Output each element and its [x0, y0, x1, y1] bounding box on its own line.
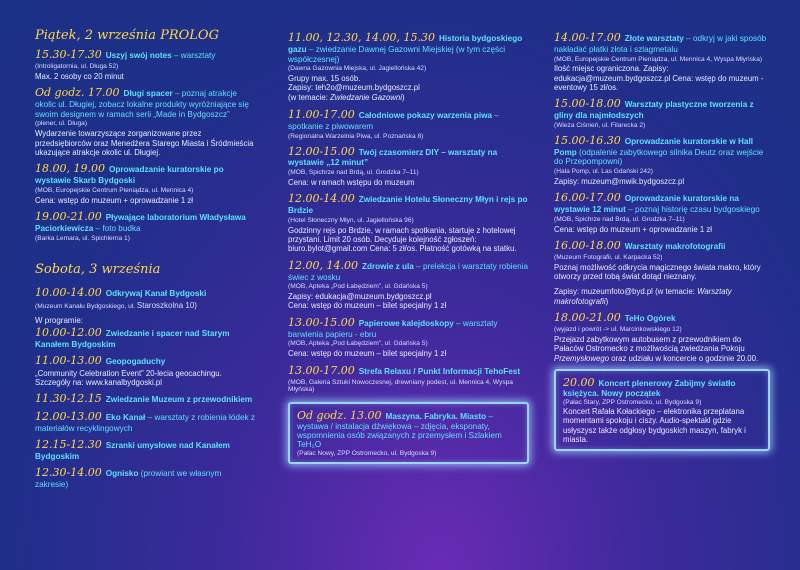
event: 13.00-17.00 Strefa Relaxu / Punkt Informacji TehoFest (MOB, Galeria Sztuki Nowoczesnej, drewniany podest, ul. Mennica 4, Wyspa Młyńska): [288, 363, 521, 394]
day-heading-friday: Piątek, 2 września PROLOG: [35, 28, 219, 43]
event: 12.00-13.00 Eko Kanał – warsztaty z robienia łódek z materiałów recyklingowych: [35, 410, 255, 434]
event: 16.00-18.00 Warsztaty makrofotografii (Muzeum Fotografii, ul. Karpacka 52) Poznaj możliwość odkrycia magicznego świata makro, który otworzy przed tobą świat dotąd nieznany. Zapisy: muzeumfoto@byd.pl (w temacie: Warsztaty makrofotografii): [554, 239, 761, 306]
event: 15.00-16.30 Oprowadzanie kuratorskie w Hall Pomp (odpalenie zabytkowego silnika Deutz oraz wejście do Przepompowni) (Hala Pomp, ul. Las Gdański 242) Zapisy: muzeum@mwik.bydgoszcz.pl: [554, 133, 764, 186]
highlight-box-concert: 20.00 Koncert plenerowy Zabijmy światło księżyca. Nowy początek (Pałac Stary, ZPP Ostromecko, ul. Bydgoska 9) Koncert Rafała Kołackiego – elektronika przeplatana momentami spokoju i ciszy. Audio-spektakl gdzie usłyszysz także odgłosy bydgoskich maszyn, fabryk i miasta.: [554, 369, 770, 451]
event: 11.30-12.15 Zwiedzanie Muzeum z przewodnikiem: [35, 392, 253, 406]
event: 15.00-18.00 Warsztaty plastyczne tworzenia z gliny dla najmłodszych (Wieża Ciśnień, ul. Filarecka 2): [554, 97, 754, 130]
column-3: [548, 0, 800, 570]
event: 11.00, 12.30, 14.00, 15.30 Historia bydgoskiego gazu – zwiedzanie Dawnej Gazowni Miejskiej (w tym części współczesnej) (Dawna Gazownia Miejska, ul. Jagiellońska 42) Grupy max. 15 osób. Zapisy: teh2o@muzeum.bydgoszcz.pl (w temacie: Zwiedzanie Gazowni): [288, 31, 523, 102]
event: 18.00-21.00 TeHo Ogórek (wyjazd i powrót -> ul. Marcinkowskiego 12) Przejazd zabytkowym autobusem z przewodnikiem do Pałaców Ostromecko z możliwością zwiedzania Pokoju Przemysłowego oraz udziału w koncercie o godzinie 20.00.: [554, 311, 759, 363]
event: 16.00-17.00 Oprowadzanie kuratorskie na wystawie 12 minut – poznaj historię czasu bydgoskiego (MOB, Spichrze nad Brdą, ul. Grodzka 7–11) Cena: wstęp do muzeum + oprowadzanie 1 zł: [554, 191, 760, 234]
event: 11.00-13.00 Geopogaduchy „Community Celebration Event” 20-lecia geocachingu. Szczegóły na: www.kanalbydgoski.pl: [35, 353, 222, 388]
event: 12.30-14.00 Ognisko (prowiant we własnym zakresie): [35, 465, 222, 489]
event: Od godz. 17.00 Długi spacer – poznaj atrakcje okolic ul. Długiej, zobacz lokalne produkty wyróżniające się swoim designem w ramach serii „Made in Bydgoszcz” (plener, ul. Długa) Wydarzenie towarzyszące zorganizowane przez przedsiębiorców oraz Menedżera Starego Miasta i Śródmieścia ukazujące atrakcje okolic ul. Długiej.: [35, 86, 254, 157]
column-2: [282, 0, 537, 570]
highlight-box-exhibition: Od godz. 13.00 Maszyna. Fabryka. Miasto – wystawa / instalacja dźwiękowa – zdjęcia, eksponaty, wspomnienia osób związanych z przemysłem i Szlakiem TeH₂O (Pałac Nowy, ZPP Ostromecko, ul. Bydgoska 9): [288, 402, 529, 464]
program-label: W programie:: [35, 316, 84, 326]
event: 11.00-17.00 Całodniowe pokazy warzenia piwa – spotkanie z piwowarem (Regionalna Warzelnia Piwa, ul. Poznańska 8): [288, 108, 499, 140]
event: 13.00-15.00 Papierowe kalejdoskopy – warsztaty barwienia papieru - ebru (MOB, Apteka „Pod Łabędziem”, ul. Gdańska 5) Cena: wstęp do muzeum – bilet specjalny 1 zł: [288, 315, 498, 359]
column-1: [0, 0, 265, 570]
day-heading-saturday: Sobota, 3 września: [35, 262, 161, 278]
event: 19.00-21.00 Pływające laboratorium Władysława Paciorkiewicza – foto budka (Barka Lemara, ul. Spichlerna 1): [35, 209, 246, 242]
event: 18.00, 19.00 Oprowadzanie kuratorskie po wystawie Skarb Bydgoski (MOB, Europejskie Centrum Pieniądza, ul. Mennica 4) Cena: wstęp do muzeum + oprowadzanie 1 zł: [35, 162, 224, 205]
event: 12.00, 14.00 Zdrowie z ula – prelekcja i warsztaty robienia świec z wosku (MOB, Apteka „Pod Łabędziem”, ul. Gdańska 5) Zapisy: edukacja@muzeum.bydgoszcz.pl Cena: wstęp do muzeum – bilet specjalny 1 zł: [288, 258, 529, 311]
event: 10.00-14.00 Odkrywaj Kanał Bydgoski (Muzeum Kanału Bydgoskiego, ul. Staroszkolna 10): [35, 286, 207, 311]
event: 12.00-14.00 Zwiedzanie Hotelu Słoneczny Młyn i rejs po Brdzie (Hotel Słoneczny Młyn, ul. Jagiellońska 96) Godzinny rejs po Brdzie, w ramach spotkania, startuje z hotelowej przystani. Limit 20 osób. Decyduje kolejność zgłoszeń: biuro.bylot@gmail.com Cena: 5 zł/os. Płatność gotówką na statku.: [288, 192, 528, 254]
event: 14.00-17.00 Złote warsztaty – odkryj w jaki sposób nakładać płatki złota i szlagmetalu (MOB, Europejskie Centrum Pieniądza, ul. Mennica 4, Wyspa Młyńska) Ilość miejsc ograniczona. Zapisy: edukacja@muzeum.bydgoszcz.pl Cena: wstęp do muzeum - eventowy 15 zł/os.: [554, 31, 767, 93]
event: 12.00-15.00 Twój czasomierz DIY – warsztaty na wystawie „12 minut” (MOB, Spichrze nad Brdą, ul. Grodzka 7–11) Cena: w ramach wstępu do muzeum: [288, 144, 498, 187]
event: 15.30-17.30 Uszyj swój notes – warsztaty (Introligatornia, ul. Długa 52) Max. 2 osoby co 20 minut: [35, 48, 216, 81]
event: 10.00-12.00 Zwiedzanie i spacer nad Starym Kanałem Bydgoskim: [35, 326, 230, 350]
event: 12.15-12.30 Szranki umysłowe nad Kanałem Bydgoskim: [35, 437, 230, 461]
